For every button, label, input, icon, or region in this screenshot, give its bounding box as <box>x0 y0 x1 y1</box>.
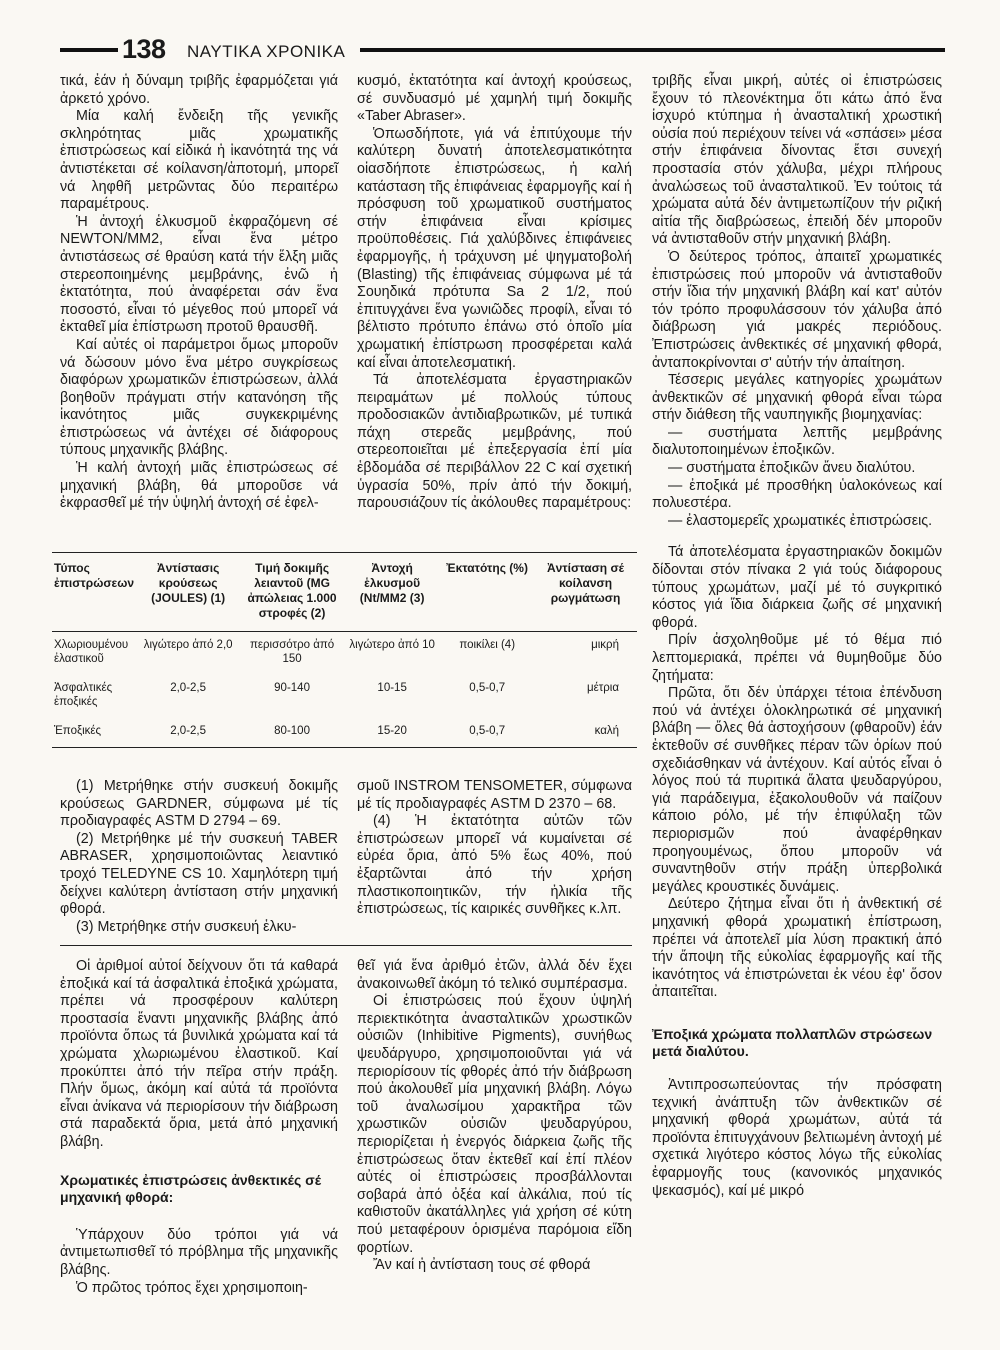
paragraph: θεῖ γιά ἕνα ἀριθμό ἐτῶν, ἀλλά δέν ἔχει ἀνακοινωθεῖ ἀκόμη τό τελικό συμπέρασμα. <box>357 958 632 992</box>
table-header: Τύπος ἐπιστρώσεων <box>54 561 135 590</box>
table-cell: ποικίλει (4) <box>459 639 516 651</box>
table-row <box>52 632 637 676</box>
paragraph: Ἡ καλή ἀντοχή μιᾶς ἐπιστρώσεως σέ μηχανική βλάβη, θά μποροῦσε νά ἐκφρασθεῖ μέ τήν ὑψηλή ἀντοχή σέ ἐφελ- <box>60 460 338 512</box>
paragraph: Ἄν καί ἡ ἀντίσταση τους σέ φθορά <box>373 1257 591 1274</box>
page-header <box>60 34 945 64</box>
paragraph: Τέσσερις μεγάλες κατηγορίες χρωμάτων ἀνθεκτικῶν σέ μηχανική φθορά εἶναι τώρα στήν διάθεση τῆς ναυπηγικῆς βιομηχανίας: <box>652 372 942 424</box>
section-heading: Ἐποξικά χρώματα πολλαπλῶν στρώσεων μετά διαλύτου. <box>652 1025 933 1060</box>
paragraph: κυσμό, ἐκτατότητα καί ἀντοχή κρούσεως, σέ συνδυασμό μέ χαμηλή τιμή δοκιμῆς «Taber Abraser». <box>357 73 632 125</box>
paragraph: Ὑπάρχουν δύο τρόποι γιά νά ἀντιμετωπισθεῖ τό πρόβλημα τῆς μηχανικῆς βλάβης. <box>60 1226 338 1278</box>
article-column-1 <box>60 73 338 513</box>
header-rule-right <box>360 48 945 52</box>
table-footnotes-left <box>60 778 338 936</box>
paragraph: τριβῆς εἶναι μικρή, αὐτές οἱ ἐπιστρώσεις ἔχουν τό πλεονέκτημα ὅτι κάτω ἀπό ἕνα ἰσχυρό κτύπημα ἡ ἀνασταλτική χρωστική οὐσία πού περιέχουν τείνει νά «σπάσει» μέσα στήν ἐπιφάνεια δίνοντας ἔτσι συνεχή προστασία στόν χάλυβα, μέχρι πλήρους ἀναλώσεως τοῦ ἀνασταλτικοῦ. Ἐν τούτοις τά χρώματα αὐτά δέν ἀντιμετωπίζουν τήν ριζική αἰτία τῆς διαβρώσεως, ἐπειδή δέν μποροῦν νά ἀντισταθοῦν στήν μηχανική βλάβη. <box>652 73 942 248</box>
header-rule-left <box>60 48 118 52</box>
footnote: σμοῦ INSTROM TENSOMETER, σύμφωνα μέ τίς προδιαγραφές ASTM D 2370 – 68. <box>357 778 632 812</box>
paragraph: Οἱ ἀριθμοί αὐτοί δείχνουν ὅτι τά καθαρά ἐποξικά καί τά ἀσφαλτικά ἐποξικά χρώματα, πρέπει νά προσφέρουν καλύτερη προστασία ἔναντι μηχανικῆς βλάβης ἀπό προϊόντα ὅπως τά βυνιλικά χρώματα καί τά χρώματα χλωριωμένου ἐλαστικοῦ. Καί προκύπτει ἀπό τήν πεῖρα στήν πράξη. Πλήν ὅμως, ἀκόμη καί αὐτά τά προϊόντα εἶναι ἀνίκανα νά περιορίσουν τήν διάβρωση στά παραδεκτά ὅρια, μετά ἀπό μηχανική βλάβη. <box>60 958 338 1150</box>
list-item: — ἐλαστομερεῖς χρωματικές ἐπιστρώσεις. <box>668 512 933 529</box>
table-cell: 10-15 <box>377 682 407 694</box>
table-cell: 2,0-2,5 <box>170 682 207 694</box>
table-row <box>52 718 637 748</box>
table-cell: Ἐποξικές <box>54 725 102 737</box>
table-header: Ἐκτατότης (%) <box>446 561 528 575</box>
footnote: (4) Ἡ ἐκτατότητα αὐτῶν τῶν ἐπιστρώσεων μπορεῖ νά κυμαίνεται σέ εὐρέα ὅρια, ἀπό 5% ἕως 40%, πού ἐξαρτῶνται ἀπό τήν χρήση πλαστικοποιητικῶν, τήν ἡλικία τῆς ἐπιστρώσεως, τίς καιρικές συνθῆκες κ.λπ. <box>357 813 632 918</box>
table-header: Ἀντοχή ἑλκυσμοῦ (Nt/MM2 (3) <box>359 561 425 605</box>
magazine-title: ΝΑΥΤΙΚΑ ΧΡΟΝΙΚΑ <box>187 42 346 61</box>
paragraph: Οἱ ἐπιστρώσεις πού ἔχουν ὑψηλή περιεκτικότητα ἀνασταλτικῶν χρωστικῶν οὐσιῶν (Inhibitive Pigments), συνήθως ψευδάργυρο, χρησιμοποιοῦνται γιά νά περιορίσουν τίς φθορές ἀπό τήν διάβρωση πού ἀκολουθεῖ μία μηχανική βλάβη. Λόγω τοῦ ἀναλωσίμου χαρακτῆρα τῶν χρωστικῶν οὐσιῶν ψευδαργύρου, περιορίζεται ἡ ἐνεργός διάρκεια ζωῆς τῆς ἐπιστρώσεως ὅταν ἐκτεθεῖ καί ἐπί πλέον αὐτές οἱ ἐπιστρώσεις προσβάλλονται σοβαρά ἀπό ὀξέα καί ἀλκάλια, πού τίς καθιστοῦν ἀκατάλληλες γιά χρήση σέ κύτη πού μεταφέρουν ὁρισμένα παρόμοια εἴδη φορτίων. <box>357 993 632 1256</box>
paragraph: Δεύτερο ζήτημα εἶναι ὅτι ἡ ἀνθεκτική σέ μηχανική φθορά χρωματική ἐπίστρωση, πρέπει νά ἀποτελεῖ μία λύση πρακτική ἀπό τήν ἄποψη τῆς εὐκολίας ἐφαρμογῆς καί τῆς ἱκανότητος νά ἐπιστρώνεται ἐκ νέου ἐφ' ὅσον ἀπαιτεῖται. <box>652 896 942 1001</box>
section-heading: Χρωματικές ἐπιστρώσεις ἀνθεκτικές σέ μηχανική φθορά: <box>60 1171 322 1206</box>
table-cell: περισσότρο ἀπό 150 <box>249 639 335 665</box>
paragraph: Τά ἀποτελέσματα ἐργαστηριακῶν πειραμάτων μέ πολλούς τύπους προδοσιακῶν ἀντιδιαβρωτικῶν, μέ τυπικά πάχη στερεᾶς μεμβράνης, πού στερεοποιεῖται μέ ἐπεξεργασία ἐπί μία ἑβδομάδα σέ περιβάλλον 22 C καί σχετική ὑγρασία 50%, πρίν ἀπό τήν δοκιμή, παρουσιάζουν τίς ἀκόλουθες παραμέτρους: <box>357 372 632 512</box>
paragraph: Ἀντιπροσωπεύοντας τήν πρόσφατη τεχνική ἀνάπτυξη τῶν ἀνθεκτικῶν σέ μηχανική φθορά χρωμάτων, αὐτά τά προϊόντα ἐπιτυγχάνουν βελτιωμένη ἀντοχή μέ σχετικά λιγότερο κόστος λόγω τῆς εὐκολίας ἐφαρμογῆς τους (κανονικός μηχανικός ψεκασμός), καί μέ μικρό <box>652 1077 942 1199</box>
paragraph: Τά ἀποτελέσματα ἐργαστηριακῶν δοκιμῶν δίδονται στόν πίνακα 2 γιά τούς διάφορους τύπους χρωμάτων, μαζί μέ τό συγκριτικό κόστος γιά ἴδια διάρκεια ζωῆς σέ μηχανική φθορά. <box>652 544 942 631</box>
paragraph: Μία καλή ἔνδειξη τῆς γενικῆς σκληρότητας μιᾶς χρωματικῆς ἐπιστρώσεως καί εἰδικά ἡ ἱκανότητά της νά ἀντιστέκεται σέ κοίλανση/ἀποτομή, μπορεῖ νά ληφθῆ μετρῶντας δύο περαιτέρω παραμέτρους. <box>60 108 338 213</box>
paragraph: Ὁ πρῶτος τρόπος ἔχει χρησιμοποιη- <box>76 1279 308 1296</box>
table-footnotes-right <box>357 778 632 919</box>
list-item: — συστήματα ἐποξικῶν ἄνευ διαλύτου. <box>668 460 916 477</box>
table-cell: Χλωριουμένου ἐλαστικοῦ <box>54 639 129 665</box>
paragraph: Πρίν ἀσχοληθοῦμε μέ τό θέμα πιό λεπτομεριακά, πρέπει νά θυμηθοῦμε δύο ζητήματα: <box>652 632 942 684</box>
section-divider <box>60 945 632 946</box>
article-column-1-lower <box>60 958 338 1297</box>
footnote: (2) Μετρήθηκε μέ τήν συσκευή TABER ABRASER, χρησιμοποιῶντας λειαντικό τροχό TELEDYNE CS 10. Χαμηλότερη τιμή δείχνει καλύτερη ἀντίσταση στήν μηχανική φθορά. <box>60 830 338 918</box>
footnote: (1) Μετρήθηκε στήν συσκευή δοκιμῆς κρούσεως GARDNER, σύμφωνα μέ τίς προδιαγραφές ASTM D 2794 – 69. <box>60 778 338 830</box>
table-header: Τιμή δοκιμῆς λειαντοῦ (MG ἀπώλειας 1.000 στροφές (2) <box>247 561 337 620</box>
table-cell: λιγώτερο ἀπό 10 <box>349 639 435 651</box>
paragraph: τικά, ἐάν ἡ δύναμη τριβῆς ἐφαρμόζεται γιά ἀρκετό χρόνο. <box>60 73 338 107</box>
article-column-2 <box>357 73 632 513</box>
table-cell: 15-20 <box>377 725 407 737</box>
paragraph: Ὁπωσδήποτε, γιά νά ἐπιτύχουμε τήν καλύτερη δυνατή ἀποτελεσματικότητα οἱασδήποτε ἐπιστρώσεως, ἡ καλή κατάσταση τῆς ἐπιφάνειας ἐφαρμογῆς καί ἡ πρόσφυση τοῦ χρωματικοῦ συστήματος στήν ἐπιφάνεια εἶναι κρίσιμες προϋποθέσεις. Γιά χαλύβδινες ἐπιφάνειες ἐφαρμογῆς, ἡ τράχυνση μέ ψηγματοβολή (Blasting) τῆς ἐπιφάνειας σύμφωνα μέ τά Σουηδικά πρότυπα Sa 2 1/2, πού ἐπιτυγχάνει ἕνα γωνιῶδες προφίλ, εἶναι τό βέλτιστο πρότυπο ἐπάνω στό ὁποῖο μία χρωματική ἐπίστρωση προσφέρεται καλά καί εἶναι ἀποτελεσματική. <box>357 125 632 371</box>
paragraph: Πρῶτα, ὅτι δέν ὑπάρχει τέτοια ἐπένδυση πού νά ἀντέχει ὁλοκληρωτικά σέ μηχανική βλάβη — ὅλες θά ἀστοχήσουν (φθαροῦν) ἐάν ἐκτεθοῦν σέ συνθῆκες πέραν τῶν ὁρίων πού σχεδιάσθηκαν νά ἀντέχουν. Καί αὐτός εἶναι ὁ λόγος πού τά πυριτικά ἅλατα ψευδαργύρου, γιά παράδειγμα, ἐξακολουθοῦν νά παίζουν κάποιο ρόλο, μέ τήν ἐπιφύλαξη τῶν περιορισμῶν πού ἀναφέρθηκαν προηγουμένως, ὅπου μποροῦν νά συναντηθοῦν στήν πράξη ὑπερβολικά μεγάλες κρουστικές δυνάμεις. <box>652 685 942 895</box>
footnote: (3) Μετρήθηκε στήν συσκευή ἑλκυ- <box>76 918 297 935</box>
table-row <box>52 675 637 718</box>
table-cell: 2,0-2,5 <box>170 725 207 737</box>
table-cell: Ἀσφαλτικές ἐποξικές <box>54 682 113 708</box>
paragraph: Ἡ ἀντοχή ἑλκυσμοῦ ἐκφραζόμενη σέ NEWTON/MM2, εἶναι ἕνα μέτρο ἀντιστάσεως σέ θραύση κατά τήν ἕλξη μιᾶς στερεοποιημένης μεμβράνης, ἐνῶ ἡ ἐκτατότητα, πού ἀναφέρεται σάν ἕνα ποσοστό, εἶναι τό μέγεθος πού μπορεῖ νά ἐκταθεῖ μία ἐπίστρωση προτοῦ θραυσθῆ. <box>60 213 338 336</box>
table-cell: λιγώτερο ἀπό 2,0 <box>143 639 233 651</box>
paragraph: Καί αὐτές οἱ παράμετροι ὅμως μποροῦν νά δώσουν μόνο ἕνα μέτρο συγκρίσεως διαφόρων χρωματικῶν ἐπιστρώσεων, ἀλλά βοηθοῦν πράγματι στήν κατανόηση τῆς ἱκανότητος μιᾶς συγκεκριμένης ἐπιστρώσεως νά ἀντέχει σέ διάφορους τύπους μηχανικῆς βλάβης. <box>60 336 338 459</box>
table-cell: 0,5-0,7 <box>469 725 506 737</box>
table-cell: καλή <box>594 725 619 737</box>
table-cell: 80-100 <box>274 725 310 737</box>
table-cell: μέτρια <box>586 682 619 694</box>
article-column-3 <box>652 73 942 1200</box>
article-column-2-lower <box>357 958 632 1275</box>
table-cell: μικρή <box>591 639 619 651</box>
table-cell: 0,5-0,7 <box>469 682 506 694</box>
list-item: — συστήματα λεπτῆς μεμβράνης διαλυτοποιημένων ἐποξικῶν. <box>652 424 942 459</box>
table-cell: 90-140 <box>274 682 310 694</box>
table-header: Ἀντίστασις κρούσεως (JOULES) (1) <box>151 561 226 605</box>
table-header: Ἀντίσταση σέ κοίλανση ρωγμάτωση <box>546 561 625 605</box>
properties-table <box>52 552 637 748</box>
page-number: 138 <box>122 34 166 64</box>
paragraph: Ὁ δεύτερος τρόπος, ἀπαιτεῖ χρωματικές ἐπιστρώσεις πού μποροῦν νά ἀντισταθοῦν στήν ἴδια τήν μηχανική βλάβη καί κατ' αὐτόν τόν τρόπο προφυλάσσουν τόν χάλυβα ἀπό διάβρωση γιά μακρές περιόδους. Ἐπιστρώσεις ἀνθεκτικές σέ μηχανική φθορά, ἀνταποκρίνονται σ' αὐτήν τήν ἀπαίτηση. <box>652 248 942 371</box>
list-item: — ἐποξικά μέ προσθήκη ὑαλοκόνεως καί πολυεστέρα. <box>652 477 942 512</box>
